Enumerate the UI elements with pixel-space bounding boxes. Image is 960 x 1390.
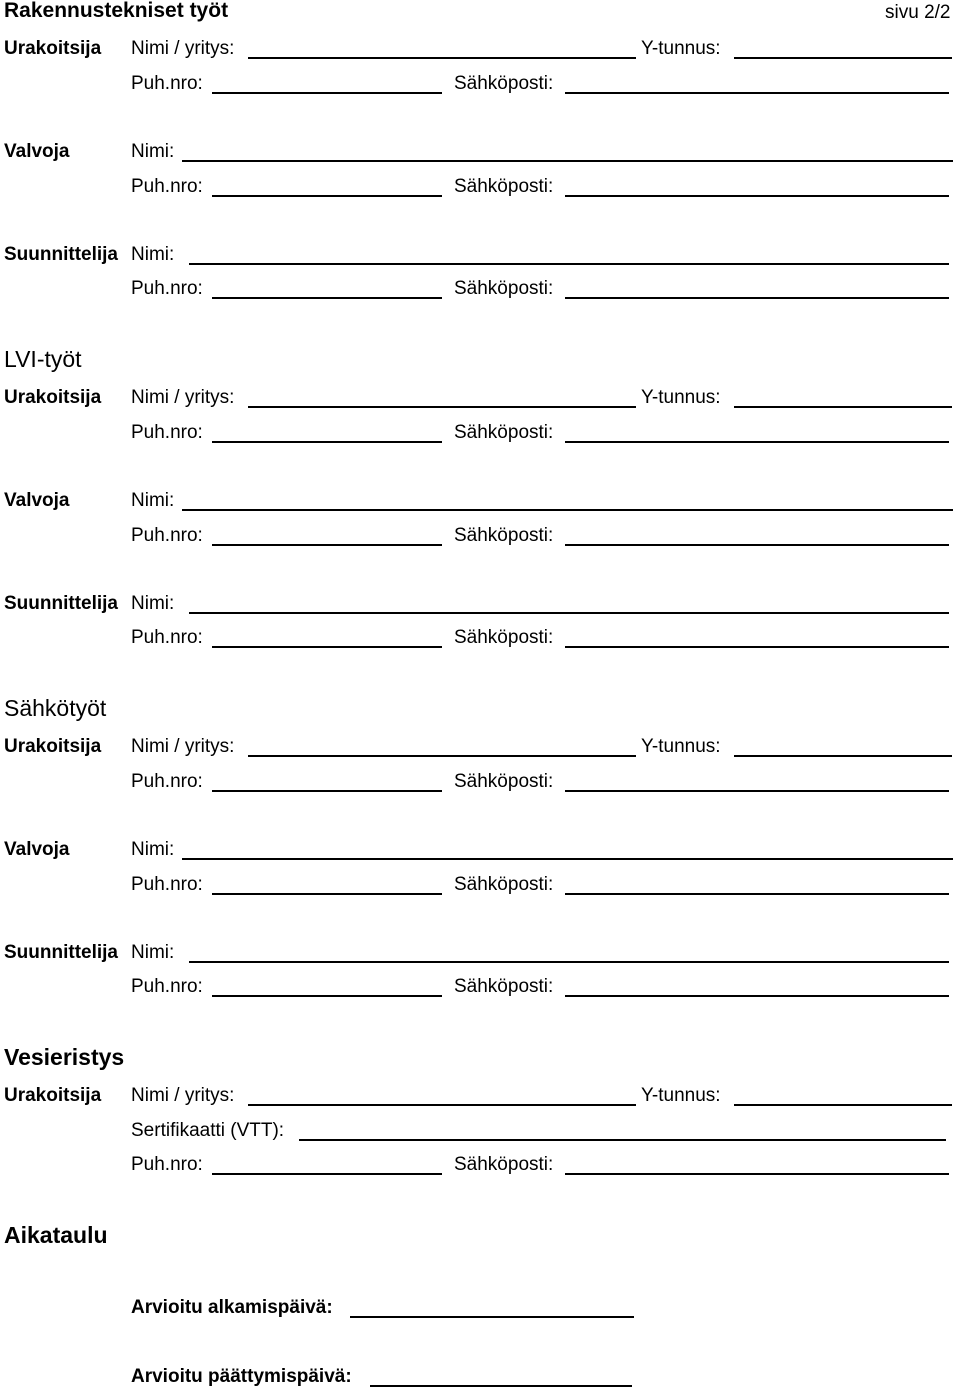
email-field[interactable] (565, 646, 949, 648)
certificate-field[interactable] (299, 1139, 946, 1141)
email-field[interactable] (565, 995, 949, 997)
email-field[interactable] (565, 790, 949, 792)
email-label: Sähköposti: (454, 976, 554, 997)
name-company-label: Nimi / yritys: (131, 1085, 235, 1106)
role-label-designer: Suunnittelija (4, 942, 118, 963)
phone-field[interactable] (212, 646, 442, 648)
name-company-field[interactable] (248, 406, 636, 408)
business-id-field[interactable] (734, 1104, 952, 1106)
role-label-designer: Suunnittelija (4, 244, 118, 265)
role-label-contractor: Urakoitsija (4, 736, 102, 757)
name-company-label: Nimi / yritys: (131, 736, 235, 757)
end-date-field[interactable] (370, 1385, 632, 1387)
email-field[interactable] (565, 441, 949, 443)
email-field[interactable] (565, 195, 949, 197)
phone-label: Puh.nro: (131, 627, 203, 648)
section-heading-electrical: Sähkötyöt (4, 695, 107, 721)
name-company-field[interactable] (248, 1104, 636, 1106)
name-field[interactable] (182, 160, 953, 162)
phone-label: Puh.nro: (131, 278, 203, 299)
phone-label: Puh.nro: (131, 176, 203, 197)
certificate-label: Sertifikaatti (VTT): (131, 1120, 285, 1141)
role-label-supervisor: Valvoja (4, 141, 70, 162)
email-label: Sähköposti: (454, 278, 554, 299)
phone-field[interactable] (212, 92, 442, 94)
phone-field[interactable] (212, 893, 442, 895)
email-field[interactable] (565, 893, 949, 895)
name-label: Nimi: (131, 141, 175, 162)
name-label: Nimi: (131, 942, 175, 963)
name-label: Nimi: (131, 593, 175, 614)
name-company-label: Nimi / yritys: (131, 38, 235, 59)
email-label: Sähköposti: (454, 874, 554, 895)
email-field[interactable] (565, 92, 949, 94)
email-label: Sähköposti: (454, 525, 554, 546)
phone-field[interactable] (212, 195, 442, 197)
email-label: Sähköposti: (454, 771, 554, 792)
phone-label: Puh.nro: (131, 771, 203, 792)
section-heading-hvac: LVI-työt (4, 346, 82, 372)
page-number: sivu 2/2 (885, 2, 951, 23)
phone-field[interactable] (212, 297, 442, 299)
role-label-supervisor: Valvoja (4, 490, 70, 511)
name-field[interactable] (189, 612, 949, 614)
role-label-contractor: Urakoitsija (4, 387, 102, 408)
phone-label: Puh.nro: (131, 422, 203, 443)
email-label: Sähköposti: (454, 627, 554, 648)
name-label: Nimi: (131, 839, 175, 860)
name-field[interactable] (189, 961, 949, 963)
email-field[interactable] (565, 544, 949, 546)
name-label: Nimi: (131, 490, 175, 511)
name-field[interactable] (182, 858, 953, 860)
business-id-field[interactable] (734, 755, 952, 757)
name-field[interactable] (189, 263, 949, 265)
email-label: Sähköposti: (454, 176, 554, 197)
email-field[interactable] (565, 1173, 949, 1175)
role-label-contractor: Urakoitsija (4, 38, 102, 59)
business-id-field[interactable] (734, 57, 952, 59)
phone-field[interactable] (212, 1173, 442, 1175)
phone-field[interactable] (212, 995, 442, 997)
phone-label: Puh.nro: (131, 525, 203, 546)
role-label-contractor: Urakoitsija (4, 1085, 102, 1106)
role-label-supervisor: Valvoja (4, 839, 70, 860)
email-label: Sähköposti: (454, 73, 554, 94)
end-date-label: Arvioitu päättymispäivä: (131, 1366, 352, 1387)
name-company-field[interactable] (248, 57, 636, 59)
start-date-field[interactable] (350, 1316, 634, 1318)
name-company-field[interactable] (248, 755, 636, 757)
business-id-label: Y-tunnus: (641, 736, 721, 757)
name-company-label: Nimi / yritys: (131, 387, 235, 408)
business-id-label: Y-tunnus: (641, 1085, 721, 1106)
phone-field[interactable] (212, 441, 442, 443)
section-heading-schedule: Aikataulu (4, 1222, 108, 1248)
phone-field[interactable] (212, 790, 442, 792)
section-heading-waterproofing: Vesieristys (4, 1044, 125, 1070)
business-id-field[interactable] (734, 406, 952, 408)
email-label: Sähköposti: (454, 1154, 554, 1175)
phone-label: Puh.nro: (131, 976, 203, 997)
email-field[interactable] (565, 297, 949, 299)
name-label: Nimi: (131, 244, 175, 265)
page-title: Rakennustekniset työt (4, 0, 229, 22)
phone-field[interactable] (212, 544, 442, 546)
business-id-label: Y-tunnus: (641, 387, 721, 408)
role-label-designer: Suunnittelija (4, 593, 118, 614)
business-id-label: Y-tunnus: (641, 38, 721, 59)
name-field[interactable] (182, 509, 953, 511)
phone-label: Puh.nro: (131, 1154, 203, 1175)
phone-label: Puh.nro: (131, 874, 203, 895)
email-label: Sähköposti: (454, 422, 554, 443)
start-date-label: Arvioitu alkamispäivä: (131, 1297, 333, 1318)
phone-label: Puh.nro: (131, 73, 203, 94)
